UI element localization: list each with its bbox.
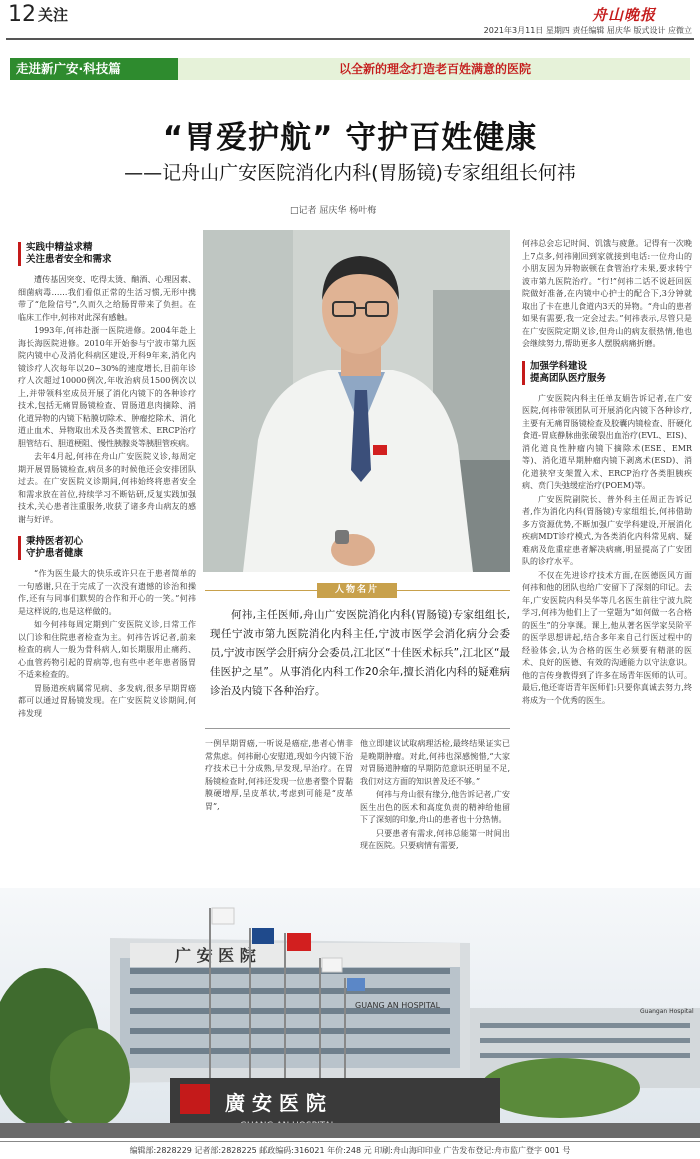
profile-text: 何祎,主任医师,舟山广安医院消化内科(胃肠镜)专家组组长,现任宁波市第九医院消化内科主任,宁波市医学会消化病分会委员,宁波市医学会肝病分会委员,江北区“十佳医术标兵”,江北区“最佳医护之星”。从事消化内科工作20余年,擅长消化内科的疑难病诊治及内镜下各种治疗。 (210, 609, 510, 697)
paragraph: 何祎与舟山很有缘分,他告诉记者,广安医生出色的医术和高度负责的精神给他留下了深刻的印象,舟山的患者也十分热情。 (360, 790, 510, 824)
section-heading (18, 536, 196, 560)
paragraph: “作为医生最大的快乐或许只在于患者简单的一句感谢,只在于完成了一次没有遗憾的诊治和操作,还有与同事们默契的合作和开心的一笑。”何祎是这样说的,也是这样做的。 (18, 569, 196, 616)
article-title: “胃爱护航” 守护百姓健康 (162, 120, 538, 156)
hospital-building-photo (0, 888, 700, 1138)
header-rule (6, 38, 694, 40)
building-sign-cn: 广 安 医 院 (175, 946, 256, 965)
paragraph: 胃肠道疾病属常见病、多发病,很多早期胃癌都可以通过胃肠镜发现。在广安医院义诊期间,何祎发现 (18, 683, 196, 718)
paragraph: 他立即建议试取病理活检,最终结果证实已是晚期肿瘤。对此,何祎也深感惋惜,“大家对胃肠道肿瘤的早期防范意识还明显不足,我们对这方面的知识普及还不够。” (360, 739, 510, 786)
banner-section-title: 走进新广安·科技篇 (10, 58, 178, 80)
paragraph: 不仅在先进诊疗技术方面,在医德医风方面何祎和他的团队也给广安留下了深刻的印记。去年,广安医院内科吴华等几名医生前往宁波九院学习,何祎为他们上了一堂题为“如何做一名合格的医生”的分享课。课上,他从著名医学家吴阶平的医学思想讲起,结合多年来自己行医过程中的经验体会,认为合格的医生必须要有精湛的医术、良好的医德、有效的沟通能力以守法意识。他的言传身教得到了许多在场青年医师的认可。最后,他还寄语青年医师们:只要你真诚去努力,终将成为一个优秀的医生。 (522, 570, 692, 705)
article-subtitle: ——记舟山广安医院消化内科(胃肠镜)专家组组长何祎 (124, 162, 576, 184)
section-heading (18, 242, 196, 266)
building-sign-en: GUANG AN HOSPITAL (355, 1001, 441, 1010)
newspaper-logo: 舟山晚报 (592, 6, 657, 24)
header-info: 2021年3月11日 星期四 责任编辑 屈庆华 版式设计 应微立 (483, 26, 692, 35)
doctor-portrait-photo (203, 230, 510, 572)
column-4 (522, 238, 692, 938)
heading-line: 加强学科建设 (530, 360, 588, 372)
paragraph: 去年4月起,何祎在舟山广安医院义诊,每周定期开展胃肠镜检查,病员多的时候他还会安排团队过去。在广安医院义诊期间,何祎始终将患者安全和需求放在首位,持续学习不断钻研,反复实践加强技术,关心患者注重服务,收获了诸多舟山病友的感谢与好评。 (18, 452, 196, 524)
paragraph: 如今何祎每周定期到广安医院义诊,日常工作以门诊和住院患者检查为主。何祎告诉记者,前来检查的病人一般为骨科病人,如长期服用止痛药、心血管药物引起的胃病等,也有些中老年患者肠胃不适来检查的。 (18, 620, 196, 679)
section-heading (522, 361, 692, 385)
heading-line: 守护患者健康 (26, 548, 84, 559)
column-1 (18, 238, 196, 874)
paragraph: 一例早期胃癌,一听说是癌症,患者心情非常焦虑。何祎耐心安慰道,现如今内镜下治疗技术已十分成熟,早发现,早治疗。在胃肠镜检查时,何祎还发现一位患者整个胃黏膜硬增厚,呈皮革状,考虑到可能是“皮革胃”, (205, 739, 353, 811)
heading-line: 实践中精益求精 (26, 242, 93, 253)
heading-line: 秉持医者初心 (26, 536, 84, 547)
footer-info: 编辑部:2828229 记者部:2828225 邮政编码:316021 年价:248 元 印刷:舟山海印印业 广告发布登记:舟市监广登字 001 号 (0, 1141, 700, 1158)
page-number: 12 (8, 2, 36, 27)
paragraph: 1993年,何祎赴浙一医院进修。2004年赴上海长海医院进修。2010年开始参与宁波市第九医院内镜中心及消化科病区建设,开科9年来,消化内镜诊疗人次每年以20~30%的速度增长,目前年诊疗人次超过10000例次,年收治病员1500例次以上,并带领科室成员开展了消化内镜下的各种诊疗技术,包括无痛胃肠镜检查、胃肠道息肉摘除、消化道异物的内镜下粘膜切除术、肿瘤挖除术、消化道止血术、异物取出术及各类置管术、ERCP治疗胆管结石、胆道梗阻、慢性胰腺炎等胰胆管疾病。 (18, 326, 196, 448)
heading-line: 关注患者安全和需求 (26, 254, 112, 265)
banner-slogan: 以全新的理念打造老百姓满意的医院 (338, 62, 531, 76)
paragraph: 广安医院副院长、普外科主任周正告诉记者,作为消化内科(胃肠镜)专家组组长,何祎借助多方资源优势,不断加强广安学科建设,开展消化疾病MDT诊疗模式,为各类消化内科常见病、疑难病及危重症患者解决病痛,明显提高了广安团队的诊疗水平。 (522, 494, 692, 566)
heading-line: 提高团队医疗服务 (530, 372, 607, 384)
paragraph: 何祎总会忘记时间、饥饿与疲惫。记得有一次晚上7点多,何祎刚回到家就接到电话:一位舟山的小朋友因为异物嵌顿在食管治疗未果,要求转宁波市第九医院治疗。“行!”何祎二话不说赶回医院做好准备,在内镜中心护士的配合下,3分钟就取出了卡在患儿食道内3天的异物。“舟山的患者如果有需要,我一定会过去。”何祎表示,尽管只是在广安医院定期义诊,但舟山的病友很热情,他也会继续努力,帮助更多人摆脱病痛折磨。 (522, 239, 692, 348)
profile-bottom-rule (205, 728, 510, 729)
paragraph: 遭传基因突变、吃得太烫、酗酒、心理因素、细菌病毒……我们看似正常的生活习惯,无形中携带了“危险信号”,久而久之给肠胃带来了负担。在临床工作中,何祎对此深有感触。 (18, 275, 196, 322)
small-building-sign: Guangan Hospital (640, 1008, 694, 1015)
column-3 (360, 738, 510, 888)
entrance-sign-cn: 廣 安 医 院 (225, 1091, 326, 1115)
paragraph: 只要患者有需求,何祎总能第一时间出现在医院。只要病情有需要, (360, 828, 510, 850)
byline: □记者 屈庆华 杨叶梅 (290, 206, 377, 216)
profile-tag: 人物名片 (317, 583, 397, 598)
column-2 (205, 738, 353, 822)
section-label: 关注 (38, 6, 69, 24)
paragraph: 广安医院内科主任单友娟告诉记者,在广安医院,何祎带领团队可开展消化内镜下各种诊疗,主要有无痛胃肠镜检查及胶囊内镜检查、肝硬化食道-胃底静脉曲张破裂出血治疗(EVL、EIS)、消化道良性肿瘤内镜下摘除术(ESE、EMR等)、消化道早期肿瘤内镜下剥离术(ESD)、消化道狭窄支架置入术、ERCP治疗各类胆胰疾病、贲门失弛缓症治疗(POEM)等。 (522, 393, 692, 490)
